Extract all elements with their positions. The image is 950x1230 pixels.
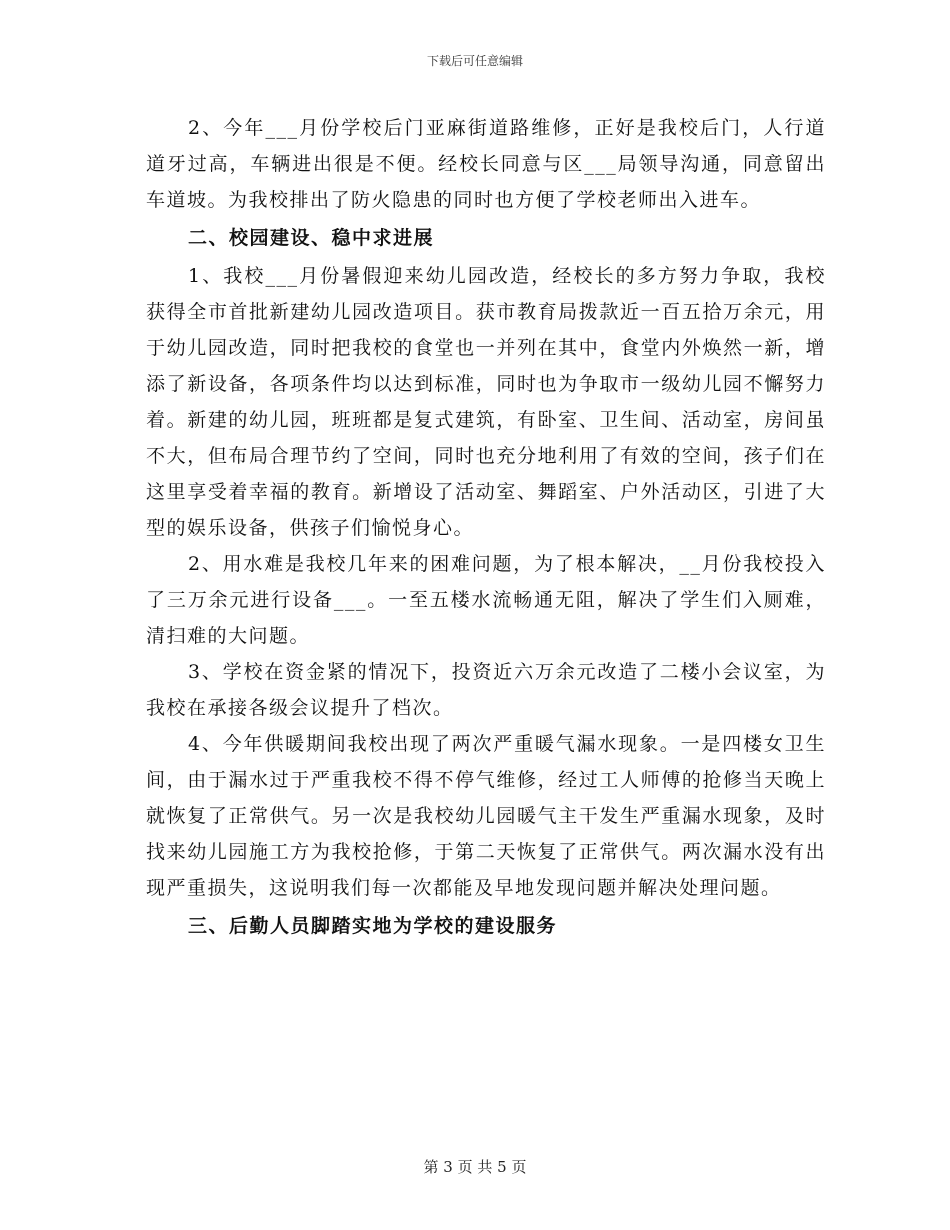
- section-heading-campus-construction: 二、校园建设、稳中求进展: [188, 227, 435, 249]
- section-heading-logistics: 三、后勤人员脚踏实地为学校的建设服务: [188, 915, 558, 937]
- paragraph-meeting-room: 3、学校在资金紧的情况下，投资近六万余元改造了二楼小会议室，为我校在承接各级会议提升了档次。: [146, 661, 826, 719]
- document-body: [146, 110, 826, 946]
- paragraph-heating-leak: 4、今年供暖期间我校出现了两次严重暖气漏水现象。一是四楼女卫生间，由于漏水过于严重我校不得不停气维修，经过工人师傅的抢修当天晚上就恢复了正常供气。另一次是我校幼儿园暖气主干发生严重漏水现象，及时找来幼儿园施工方为我校抢修，于第二天恢复了正常供气。两次漏水没有出现严重损失，这说明我们每一次都能及早地发现问题并解决处理问题。: [146, 733, 826, 899]
- paragraph-road-repair: 2、今年___月份学校后门亚麻街道路维修，正好是我校后门，人行道道牙过高，车辆进出很是不便。经校长同意与区___局领导沟通，同意留出车道坡。为我校排出了防火隐患的同时也方便了学校老师出入进车。: [146, 117, 826, 211]
- page-number: 第 3 页 共 5 页: [423, 1158, 527, 1176]
- page-header-note: 下载后可任意编辑: [426, 54, 523, 68]
- paragraph-water-supply: 2、用水难是我校几年来的困难问题，为了根本解决，__月份我校投入了三万余元进行设备___。一至五楼水流畅通无阻，解决了学生们入厕难，清扫难的大问题。: [146, 553, 826, 647]
- paragraph-kindergarten-renovation: 1、我校___月份暑假迎来幼儿园改造，经校长的多方努力争取，我校获得全市首批新建幼儿园改造项目。获市教育局拨款近一百五拾万余元，用于幼儿园改造，同时把我校的食堂也一并列在其中，食堂内外焕然一新，增添了新设备，各项条件均以达到标准，同时也为争取市一级幼儿园不懈努力着。新建的幼儿园，班班都是复式建筑，有卧室、卫生间、活动室，房间虽不大，但布局合理节约了空间，同时也充分地利用了有效的空间，孩子们在这里享受着幸福的教育。新增设了活动室、舞蹈室、户外活动区，引进了大型的娱乐设备，供孩子们愉悦身心。: [146, 265, 826, 539]
